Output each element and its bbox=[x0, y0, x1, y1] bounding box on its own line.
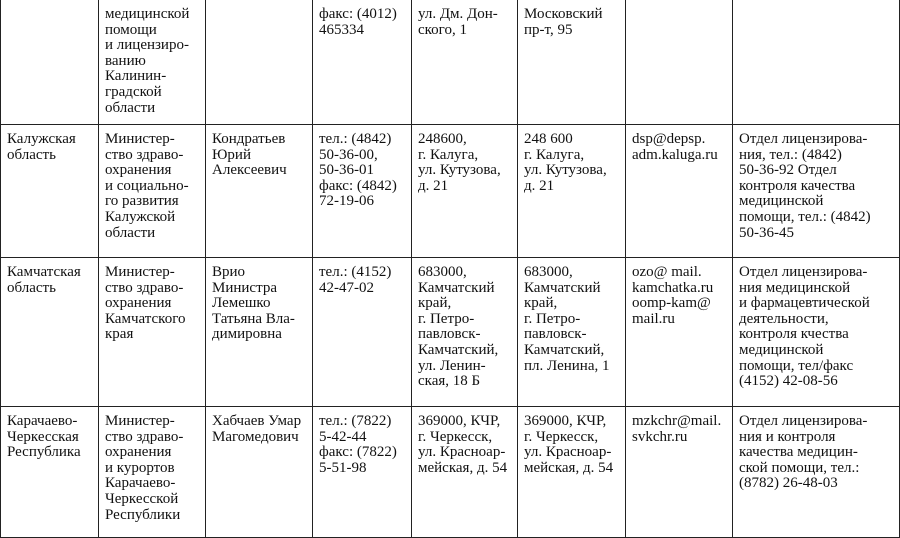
head-cell: Хабчаев Умар Магомедович bbox=[206, 407, 313, 538]
department-cell: Отдел лицензирова- ния и контроля качества медицин- ской помощи, тел.: (8782) 26-48-03 bbox=[733, 407, 900, 538]
email-cell: mzkchr@mail. svkchr.ru bbox=[626, 407, 733, 538]
department-cell: Отдел лицензирова- ния медицинской и фармацевтической деятельности, контроля кчества медицинской помощи, тел/факс (4152) 42-08-56 bbox=[733, 258, 900, 407]
ministry-cell: медицинской помощи и лицензиро- ванию Калинин- градской области bbox=[99, 0, 206, 125]
postal-address-cell: Московский пр-т, 95 bbox=[518, 0, 626, 125]
ministry-cell: Министер- ство здраво- охранения Камчатского края bbox=[99, 258, 206, 407]
ministry-cell: Министер- ство здраво- охранения и курортов Карачаево- Черкесской Республики bbox=[99, 407, 206, 538]
email-cell: ozo@ mail. kamchatka.ru oomp-kam@ mail.ru bbox=[626, 258, 733, 407]
department-cell: Отдел лицензирова- ния, тел.: (4842) 50-36-92 Отдел контроля качества медицинской помощи, тел.: (4842) 50-36-45 bbox=[733, 125, 900, 258]
email-cell bbox=[626, 0, 733, 125]
ministry-cell: Министер- ство здраво- охранения и социально- го развития Калужской области bbox=[99, 125, 206, 258]
department-cell bbox=[733, 0, 900, 125]
legal-address-cell: 248600, г. Калуга, ул. Кутузова, д. 21 bbox=[412, 125, 518, 258]
email-cell: dsp@depsp. adm.kaluga.ru bbox=[626, 125, 733, 258]
phone-cell: факс: (4012) 465334 bbox=[313, 0, 412, 125]
table-row bbox=[1, 258, 900, 407]
table-row bbox=[1, 407, 900, 538]
region-cell bbox=[1, 0, 99, 125]
head-cell: Кондратьев Юрий Алексеевич bbox=[206, 125, 313, 258]
phone-cell: тел.: (4842) 50-36-00, 50-36-01 факс: (4842) 72-19-06 bbox=[313, 125, 412, 258]
legal-address-cell: ул. Дм. Дон- ского, 1 bbox=[412, 0, 518, 125]
head-cell bbox=[206, 0, 313, 125]
region-cell: Калужская область bbox=[1, 125, 99, 258]
postal-address-cell: 369000, КЧР, г. Черкесск, ул. Красноар- мейская, д. 54 bbox=[518, 407, 626, 538]
table-row bbox=[1, 0, 900, 125]
phone-cell: тел.: (7822) 5-42-44 факс: (7822) 5-51-98 bbox=[313, 407, 412, 538]
postal-address-cell: 683000, Камчатский край, г. Петро- павловск- Камчатский, пл. Ленина, 1 bbox=[518, 258, 626, 407]
legal-address-cell: 683000, Камчатский край, г. Петро- павловск- Камчатский, ул. Ленин- ская, 18 Б bbox=[412, 258, 518, 407]
region-cell: Камчатская область bbox=[1, 258, 99, 407]
region-cell: Карачаево- Черкесская Республика bbox=[1, 407, 99, 538]
phone-cell: тел.: (4152) 42-47-02 bbox=[313, 258, 412, 407]
legal-address-cell: 369000, КЧР, г. Черкесск, ул. Красноар- мейская, д. 54 bbox=[412, 407, 518, 538]
head-cell: Врио Министра Лемешко Татьяна Вла- димировна bbox=[206, 258, 313, 407]
postal-address-cell: 248 600 г. Калуга, ул. Кутузова, д. 21 bbox=[518, 125, 626, 258]
table-row bbox=[1, 125, 900, 258]
